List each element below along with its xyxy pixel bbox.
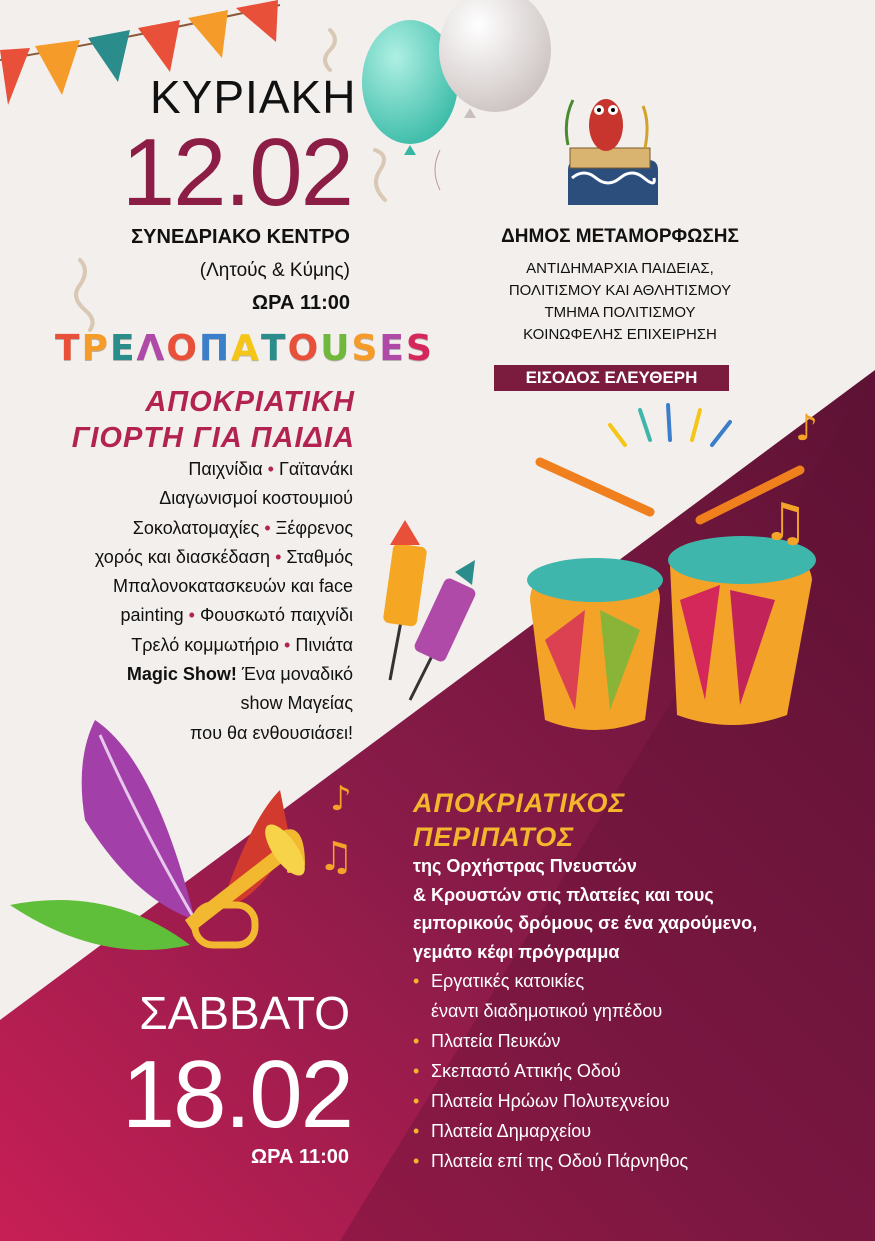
event1-title-line1: ΑΠΟΚΡΙΑΤΙΚΗ bbox=[145, 386, 355, 418]
event1-date: 12.02 bbox=[121, 119, 352, 226]
event1-day: ΚΥΡΙΑΚΗ bbox=[150, 71, 357, 123]
activities-list: Παιχνίδια • Γαϊτανάκι Διαγωνισμοί κοστουμιού Σοκολατομαχίες • Ξέφρενος χορός και διασκέδαση • Σταθμός Μπαλονοκατασκευών και face painting • Φουσκωτό παιχνίδι Τρελό κομμωτήριο • Πινιάτα Magic Show! Ένα μοναδικό show Μαγείας που θα ενθουσιάσει! bbox=[94, 459, 353, 743]
route-stops-list bbox=[413, 966, 853, 1176]
description-line: εμπορικούς δρόμους σε ένα χαρούμενο, bbox=[413, 913, 758, 933]
magic-show-label: Magic Show! bbox=[126, 664, 237, 685]
description-line: & Κρουστών στις πλατείες και τους bbox=[413, 884, 714, 905]
event1-time: ΩΡΑ 11:00 bbox=[252, 292, 350, 314]
event1-title-line2: ΓΙΟΡΤΗ ΓΙΑ ΠΑΙΔΙΑ bbox=[71, 422, 355, 454]
event2-title-line2: ΠΕΡΙΠΑΤΟΣ bbox=[413, 822, 575, 852]
event2-title-line1: ΑΠΟΚΡΙΑΤΙΚΟΣ bbox=[413, 788, 626, 818]
free-entry-badge: ΕΙΣΟΔΟΣ ΕΛΕΥΘΕΡΗ bbox=[494, 365, 729, 391]
organizer-title: ΔΗΜΟΣ ΜΕΤΑΜΟΡΦΩΣΗΣ bbox=[501, 226, 739, 247]
activity: Φουσκωτό παιχνίδι bbox=[199, 605, 353, 626]
event2-date: 18.02 bbox=[121, 1041, 352, 1148]
activity: Μπαλονοκατασκευών και face bbox=[112, 576, 353, 597]
svg-text:♫: ♫ bbox=[762, 493, 809, 553]
event2-time: ΩΡΑ 11:00 bbox=[251, 1146, 349, 1168]
list-item: • Πλατεία Πευκών bbox=[413, 1031, 561, 1051]
activity: Τρελό κομμωτήριο bbox=[131, 634, 279, 655]
organizer-line: ΠΟΛΙΤΙΣΜΟΥ ΚΑΙ ΑΘΛΗΤΙΣΜΟΥ bbox=[508, 282, 732, 299]
svg-text:♪: ♪ bbox=[330, 779, 352, 819]
activity: Παιχνίδια bbox=[188, 459, 263, 479]
activity: Ξέφρενος bbox=[275, 517, 353, 538]
organizer-line: ΑΝΤΙΔΗΜΑΡΧΙΑ ΠΑΙΔΕΙΑΣ, bbox=[526, 260, 714, 277]
svg-text:♪: ♪ bbox=[795, 408, 818, 449]
description-line: γεμάτο κέφι πρόγραμμα bbox=[413, 941, 620, 962]
event2-description bbox=[413, 852, 853, 966]
activity: Ένα μοναδικό bbox=[241, 664, 353, 685]
activity: show Μαγείας bbox=[240, 693, 353, 714]
svg-text:♫: ♫ bbox=[318, 834, 354, 880]
event1-venue-address: (Λητούς & Κύμης) bbox=[199, 260, 350, 281]
list-item: • Πλατεία επί της Οδού Πάρνηθος bbox=[413, 1151, 689, 1171]
organizer-line: ΚΟΙΝΩΦΕΛΗΣ ΕΠΙΧΕΙΡΗΣΗ bbox=[523, 326, 717, 343]
organizer-details bbox=[440, 258, 800, 346]
event1-title bbox=[20, 384, 355, 456]
organizer-line: ΤΜΗΜΑ ΠΟΛΙΤΙΣΜΟΥ bbox=[544, 304, 696, 321]
activity: Πινιάτα bbox=[295, 634, 353, 655]
event2-title bbox=[413, 786, 853, 854]
activity: χορός και διασκέδαση bbox=[94, 546, 271, 567]
activity: Σοκολατομαχίες bbox=[132, 517, 260, 538]
activity: Σταθμός bbox=[286, 546, 353, 567]
event2-day: ΣΑΒΒΑΤΟ bbox=[139, 987, 350, 1039]
list-item: • Σκεπαστό Αττικής Οδού bbox=[413, 1061, 621, 1081]
event1-venue: ΣΥΝΕΔΡΙΑΚΟ ΚΕΝΤΡΟ bbox=[131, 226, 350, 248]
list-item: • Πλατεία Ηρώων Πολυτεχνείου bbox=[413, 1091, 670, 1111]
activity: που θα ενθουσιάσει! bbox=[190, 722, 353, 743]
activity: painting bbox=[120, 605, 184, 626]
list-item: • Πλατεία Δημαρχείου bbox=[413, 1121, 592, 1141]
description-line: της Ορχήστρας Πνευστών bbox=[413, 856, 637, 876]
brand-logo: ΤΡΕΛΟΠΑΤΟUSES bbox=[55, 328, 434, 369]
activity: Γαϊτανάκι bbox=[279, 459, 353, 479]
list-item: • Εργατικές κατοικίες έναντι διαδημοτικού γηπέδου bbox=[413, 971, 663, 1021]
activity: Διαγωνισμοί κοστουμιού bbox=[159, 488, 353, 509]
